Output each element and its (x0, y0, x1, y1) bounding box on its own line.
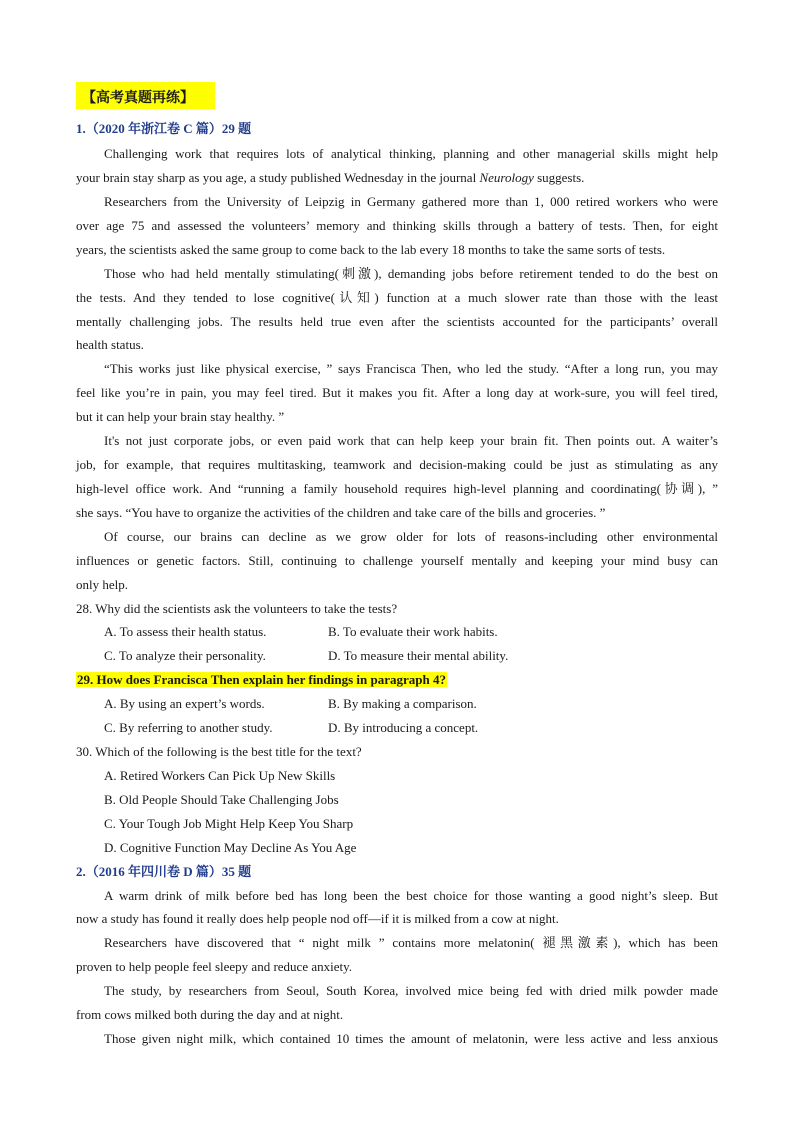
p1-line-1: Challenging work that requires lots of analytical thinking, planning and other managerial skills might help (104, 146, 718, 161)
p6-line-1: Of course, our brains can decline as we grow older for lots of reasons-including other environmental (104, 529, 718, 544)
q28-option-b: B. To evaluate their work habits. (328, 624, 498, 639)
q29-option-c: C. By referring to another study. (104, 720, 273, 735)
p5-line-2: job, for example, that requires multitasking, teamwork and decision-making could be just as stimulating as any (76, 457, 718, 472)
p5-line-4: she says. “You have to organize the activities of the children and take care of the bills and groceries. ” (76, 505, 606, 520)
journal-name: Neurology (479, 170, 534, 185)
q30-option-c: C. Your Tough Job Might Help Keep You Sharp (104, 816, 354, 831)
q28-stem: 28. Why did the scientists ask the volunteers to take the tests? (76, 601, 398, 616)
p3-line-2: the tests. And they tended to lose cognitive(认知) function at a much slower rate than those with the least (76, 290, 718, 305)
q30-option-b: B. Old People Should Take Challenging Jobs (104, 792, 339, 807)
p9-line-2: from cows milked both during the day and at night. (76, 1007, 344, 1022)
p1-text-end: suggests. (533, 170, 585, 185)
p8-line-1: Researchers have discovered that “ night milk ” contains more melatonin( 褪黑激素), which has been (104, 935, 718, 950)
p3-line-3: mentally challenging jobs. The results held true even after the scientists accounted for the participants’ overall (76, 314, 718, 329)
q28-option-c: C. To analyze their personality. (104, 648, 266, 663)
question-2-heading: 2.（2016 年四川卷 D 篇）35 题 (76, 864, 252, 879)
p4-line-1: “This works just like physical exercise, ” says Francisca Then, who led the study. “After a long run, you may (104, 361, 718, 376)
p4-line-2: feel like you’re in pain, you may feel tired. But it makes you fit. After a long day at work-sure, you will feel tired, (76, 385, 718, 400)
p5-line-3: high-level office work. And “running a family household requires high-level planning and coordinating(协调), ” (76, 481, 718, 496)
p3-line-1: Those who had held mentally stimulating(刺激), demanding jobs before retirement tended to do the best on (104, 266, 718, 281)
q29-stem-row (76, 672, 718, 688)
section-title-box (76, 82, 215, 109)
p1-text: your brain stay sharp as you age, a study published Wednesday in the journal (76, 170, 480, 185)
q30-option-a: A. Retired Workers Can Pick Up New Skills (104, 768, 336, 783)
q29-stem: 29. How does Francisca Then explain her findings in paragraph 4? (77, 672, 446, 687)
q29-option-a: A. By using an expert’s words. (104, 696, 265, 711)
q30-stem: 30. Which of the following is the best title for the text? (76, 744, 362, 759)
q29-option-b: B. By making a comparison. (328, 696, 477, 711)
p2-line-1: Researchers from the University of Leipzig in Germany gathered more than 1, 000 retired workers who were (104, 194, 718, 209)
p1-line-2 (76, 170, 718, 186)
p3-line-4: health status. (76, 337, 144, 352)
q28-option-a: A. To assess their health status. (104, 624, 267, 639)
p2-line-2: over age 75 and assessed the volunteers’ memory and thinking skills through a battery of tests. Then, for eight (76, 218, 718, 233)
q29-option-d: D. By introducing a concept. (328, 720, 479, 735)
p5-line-1: It's not just corporate jobs, or even paid work that can help keep your brain fit. Then points out. A waiter’s (104, 433, 718, 448)
q28-option-d: D. To measure their mental ability. (328, 648, 509, 663)
p7-line-1: A warm drink of milk before bed has long been the best choice for those wanting a good night’s sleep. But (104, 888, 718, 903)
p6-line-2: influences or genetic factors. Still, continuing to challenge yourself mentally and keeping your mind busy can (76, 553, 718, 568)
section-title: 【高考真题再练】 (82, 90, 194, 106)
p7-line-2: now a study has found it really does help people nod off—if it is milked from a cow at night. (76, 911, 559, 926)
p9-line-1: The study, by researchers from Seoul, South Korea, involved mice being fed with dried milk powder made (104, 983, 718, 998)
p8-line-2: proven to help people feel sleepy and reduce anxiety. (76, 959, 353, 974)
p2-line-3: years, the scientists asked the same group to come back to the lab every 18 months to take the same sorts of tests. (76, 242, 666, 257)
p6-line-3: only help. (76, 577, 128, 592)
p10-line-1: Those given night milk, which contained 10 times the amount of melatonin, were less active and less anxious (104, 1031, 718, 1046)
q30-option-d: D. Cognitive Function May Decline As You Age (104, 840, 357, 855)
question-1-heading: 1.（2020 年浙江卷 C 篇）29 题 (76, 121, 252, 136)
p4-line-3: but it can help your brain stay healthy. ” (76, 409, 285, 424)
